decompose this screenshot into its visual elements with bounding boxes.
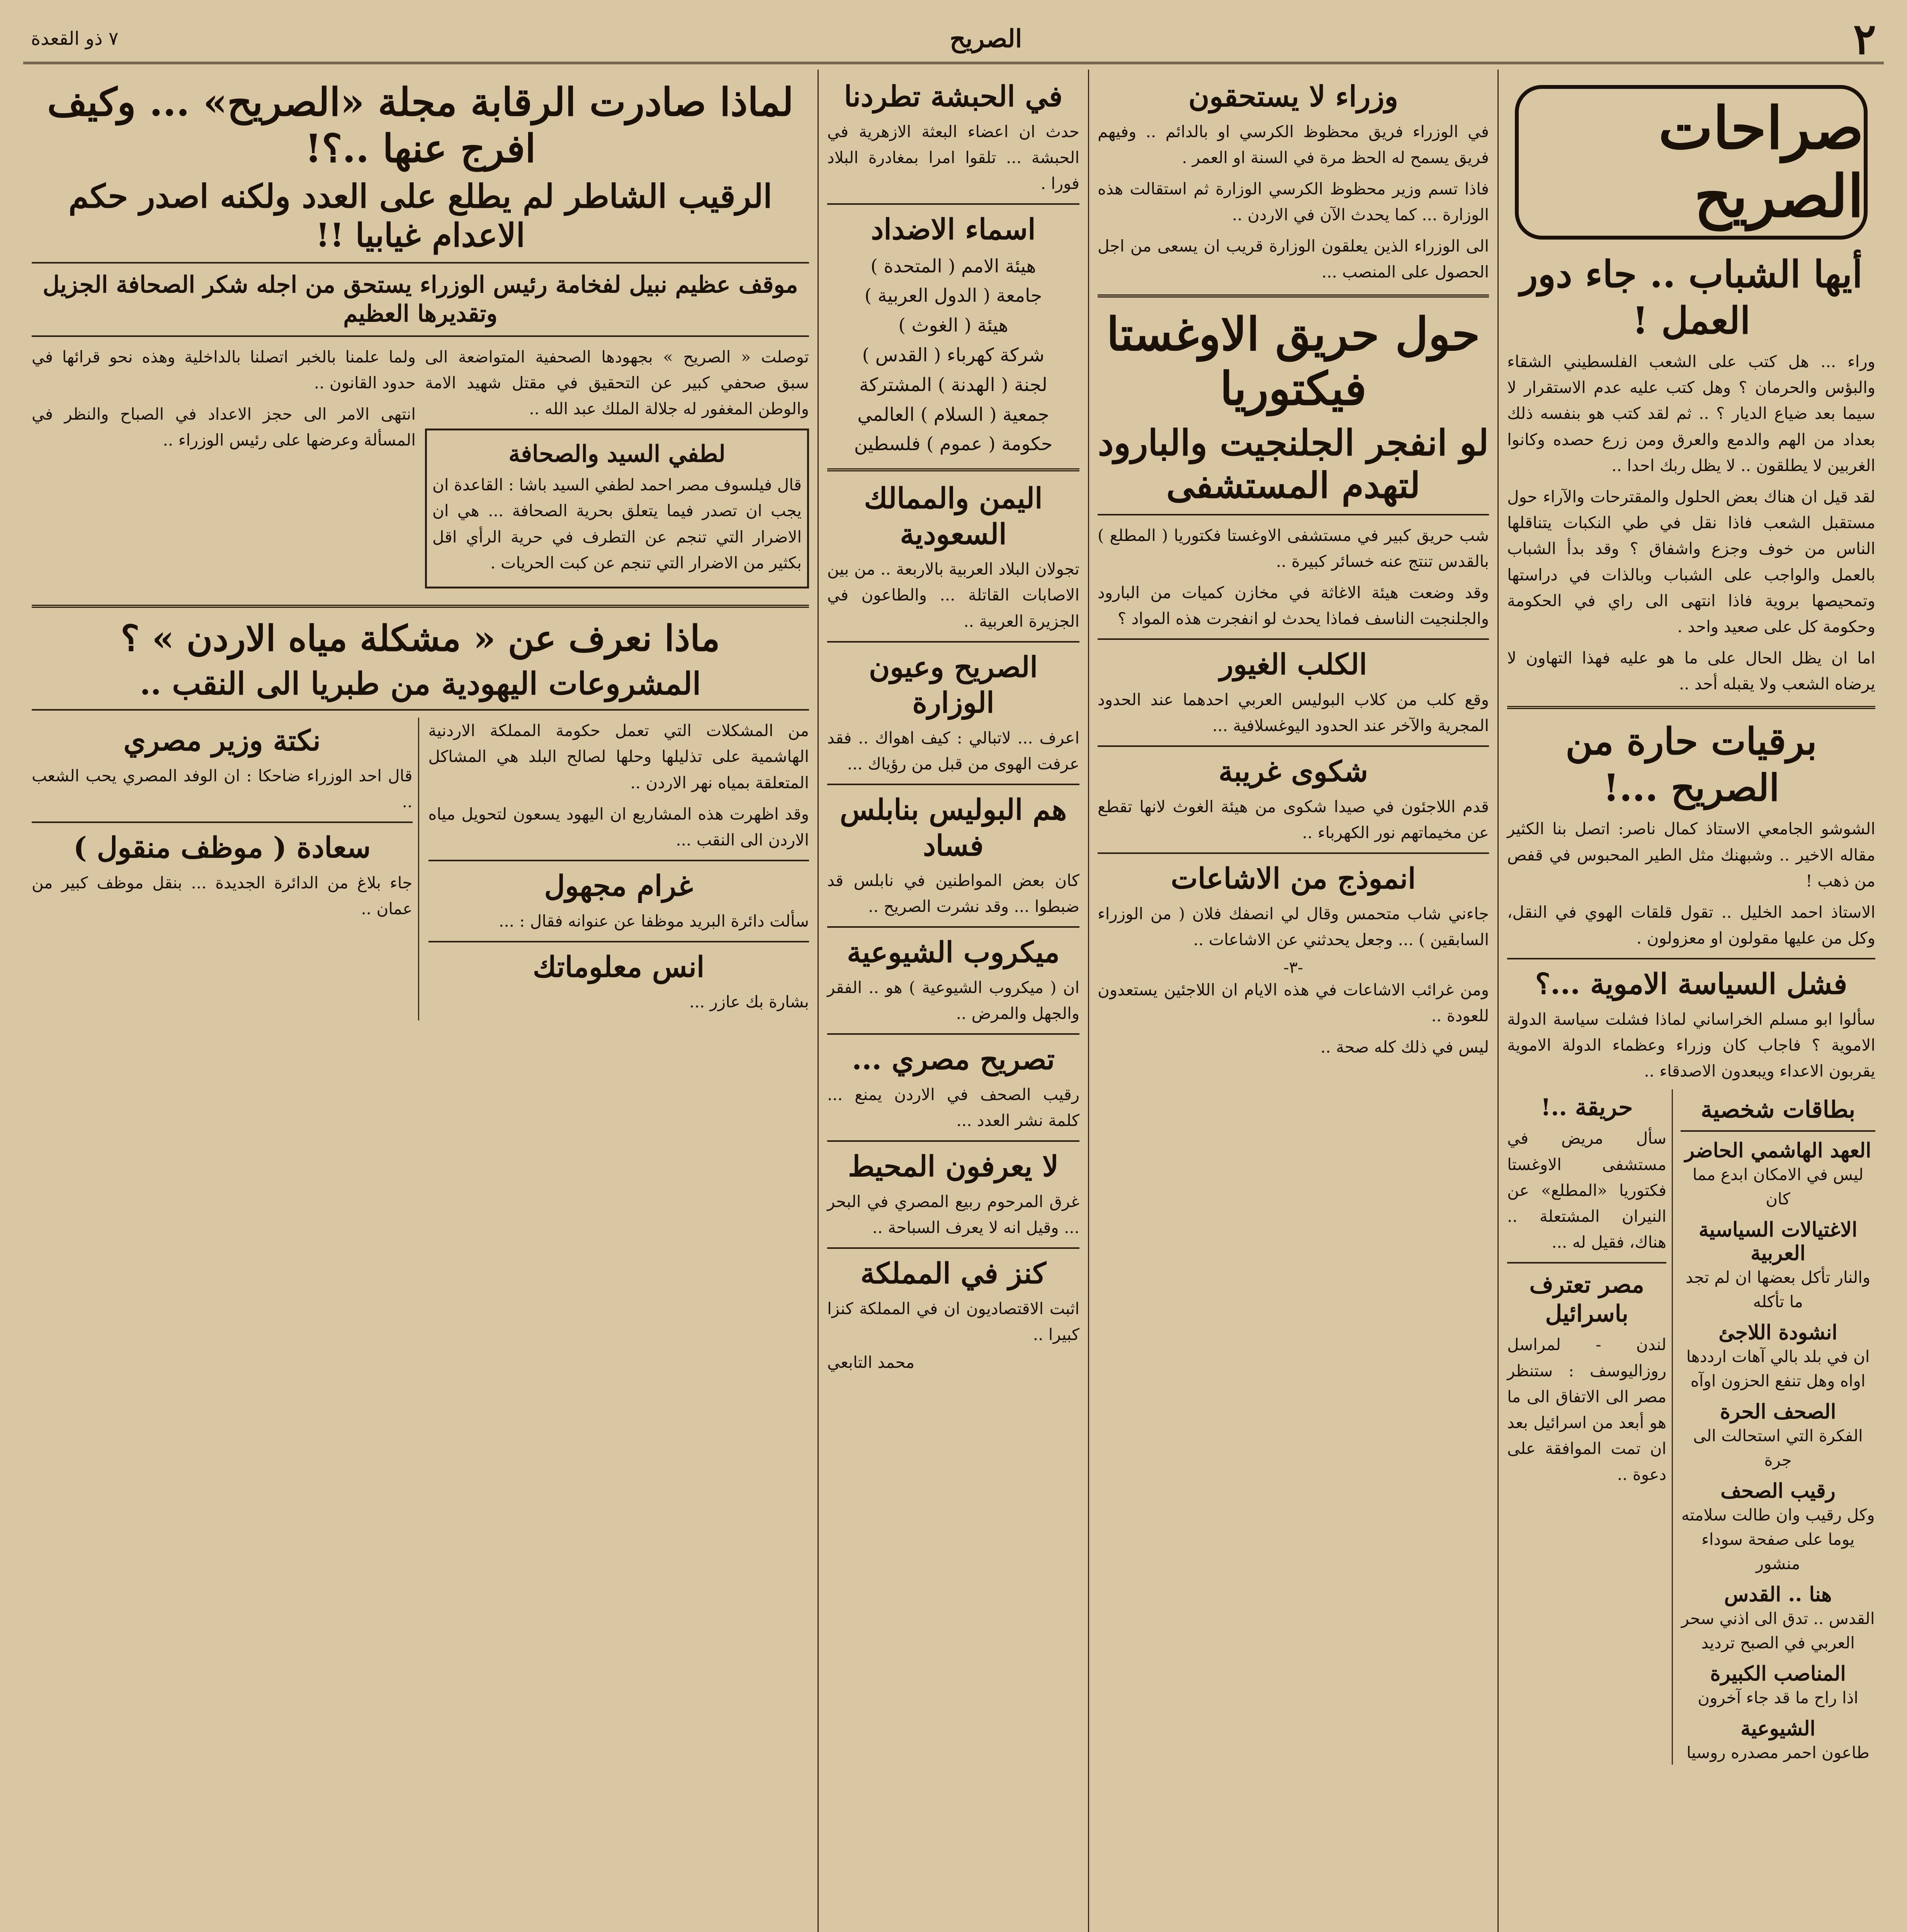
divider xyxy=(1507,706,1875,709)
headline-youth: أيها الشباب .. جاء دور العمل ! xyxy=(1520,252,1863,342)
divider xyxy=(1098,745,1489,747)
paragraph: غرق المرحوم ربيع المصري في البحر ... وقيل انه لا يعرف السباحة .. xyxy=(827,1192,1079,1237)
paragraph: بشارة بك عازر ... xyxy=(689,992,809,1012)
headline-shakwa: شكوى غريبة xyxy=(1219,755,1368,789)
columns xyxy=(23,70,1884,1932)
paragraph: لقد قيل ان هناك بعض الحلول والمقترحات والآراء حول مستقبل الشعب فاذا نقل في طي النكبات يتناقلها الناس من خوف وجزع واشفاق ؟ وقد بدأ الشباب بالعمل والواجب على الشباب وبالذات في دراستها وتمحيصها بروية فاذا انتهى الى راي في الحكومة وحكومة كل على صعيد واحد . xyxy=(1507,487,1875,636)
paragraph: وقع كلب من كلاب البوليس العربي احدهما عند الحدود المجرية والآخر عند الحدود اليوغسلافية ... xyxy=(1098,690,1489,735)
side-section xyxy=(1507,1089,1673,1765)
divider xyxy=(1098,852,1489,854)
box-paragraph: قال فيلسوف مصر احمد لطفي السيد باشا : القاعدة ان يجب ان تصدر فيما يتعلق بحرية الصحافة ... هي ان الاضرار التي تنجم عن التطرف في حرية الرأي اقل بكثير من الاضرار التي تنجم عن كبت الحريات . xyxy=(432,475,802,572)
card-title: انشودة اللاجئ xyxy=(1718,1321,1837,1345)
page-header xyxy=(23,15,1884,64)
paragraph: سألت دائرة البريد موظفا عن عنوانه فقال : ... xyxy=(499,911,809,930)
quote-box xyxy=(425,429,809,588)
headline-gharam: غرام مجهول xyxy=(544,869,693,903)
list-item: جمعية ( السلام ) العالمي xyxy=(857,403,1049,425)
column-4 xyxy=(23,70,818,1932)
card-title: بطاقات شخصية xyxy=(1701,1096,1856,1124)
miyah-col-a xyxy=(428,718,809,1020)
headline-muhit: لا يعرفون المحيط xyxy=(848,1150,1059,1184)
paper-name: الصريح xyxy=(950,24,1022,53)
addad-list xyxy=(827,252,1079,459)
paragraph: سأل مريض في مستشفى الاوغستا فكتوريا «المطلع» عن النيران المشتعلة .. هناك، فقيل له ... xyxy=(1507,1129,1667,1252)
card-title: رقيب الصحف xyxy=(1720,1479,1836,1503)
headline-saada: سعادة ( موظف منقول ) xyxy=(73,831,371,865)
paragraph: وقد وضعت هيئة الاغاثة في مخازن كميات من البارود والجلنجيت الناسف فماذا يحدث لو انفجرت هذه المواد ؟ xyxy=(1098,583,1489,628)
headline-miyah-sub: المشروعات اليهودية من طبريا الى النقب .. xyxy=(139,665,701,702)
headline-mikrob: ميكروب الشيوعية xyxy=(847,936,1060,969)
divider xyxy=(32,605,809,608)
paragraph: حدث ان اعضاء البعثة الازهرية في الحبشة ... تلقوا امرا بمغادرة البلاد فورا . xyxy=(827,122,1079,193)
list-item: حكومة ( عموم ) فلسطين xyxy=(854,433,1053,455)
masthead: صراحات الصريح xyxy=(1515,85,1868,240)
divider xyxy=(827,468,1079,471)
section-marker: -٣- xyxy=(1283,957,1303,977)
paragraph: جاءني شاب متحمس وقال لي انصفك فلان ( من الوزراء السابقين ) ... وجعل يحدثني عن الاشاعات .. xyxy=(1098,904,1489,949)
card-title: المناصب الكبيرة xyxy=(1710,1662,1846,1686)
paragraph: ليس في ذلك كله صحة .. xyxy=(1320,1037,1489,1057)
headline-uns: انس معلوماتك xyxy=(533,950,705,984)
list-item: لجنة ( الهدنة ) المشتركة xyxy=(859,374,1047,396)
miyah-col-b xyxy=(32,718,419,1020)
headline-habasha: في الحبشة تطردنا xyxy=(844,80,1063,113)
card-title: الشيوعية xyxy=(1740,1717,1816,1741)
paragraph: الشوشو الجامعي الاستاذ كمال ناصر: اتصل بنا الكثير مقاله الاخير .. وشبهنك مثل الطير المحبوس في قفص من ذهب ! xyxy=(1507,819,1875,890)
paragraph: في الوزراء فريق محظوظ الكرسي او بالدائم .. وفيهم فريق يسمح له الحظ مرة في السنة او العمر . xyxy=(1098,122,1489,167)
card-title: هنا .. القدس xyxy=(1724,1583,1832,1607)
headline-hariq-sub: لو انفجر الجلنجيت والبارود لتهدم المستشفى xyxy=(1098,422,1489,507)
column-1 xyxy=(1497,70,1884,1932)
headline-kanz: كنز في المملكة xyxy=(860,1257,1046,1291)
headline-hariqa: حريقة ..! xyxy=(1540,1094,1633,1121)
paragraph: كان بعض المواطنين في نابلس قد ضبطوا ... وقد نشرت الصريح .. xyxy=(827,871,1079,916)
card-text: وكل رقيب وان طالت سلامته يوما على صفحة سوداء منشور xyxy=(1681,1505,1875,1573)
paragraph: ومن غرائب الاشاعات في هذه الايام ان اللاجئين يستعدون للعودة .. xyxy=(1098,980,1489,1026)
divider xyxy=(1098,514,1489,515)
paragraph: جاء بلاغ من الدائرة الجديدة ... بنقل موظف كبير من عمان .. xyxy=(32,873,413,918)
divider xyxy=(428,860,809,861)
divider xyxy=(827,1140,1079,1142)
main-story-col-a xyxy=(425,344,809,595)
paragraph: من المشكلات التي تعمل حكومة المملكة الاردنية الهاشمية على تذليلها وحلها لصالح البلد هي المشاكل المتعلقة بمياه نهر الاردن .. xyxy=(428,721,809,792)
divider xyxy=(827,203,1079,205)
divider xyxy=(32,262,809,264)
divider xyxy=(32,709,809,711)
paragraph: لندن - لمراسل روزاليوسف : ستنظر مصر الى الاتفاق الى ما هو أبعد من اسرائيل بعد ان تمت الموافقة على دعوة .. xyxy=(1507,1335,1667,1484)
paragraph: الى الوزراء الذين يعلقون الوزارة قريب ان يسعى من اجل الحصول على المنصب ... xyxy=(1098,236,1489,282)
column-3 xyxy=(818,70,1088,1932)
list-item: هيئة الامم ( المتحدة ) xyxy=(870,255,1036,277)
paragraph: ان ( ميكروب الشيوعية ) هو .. الفقر والجهل والمرض .. xyxy=(827,978,1079,1023)
list-item: شركة كهرباء ( القدس ) xyxy=(862,344,1045,366)
paragraph: قدم اللاجئون في صيدا شكوى من هيئة الغوث لانها تقطع عن مخيماتهم نور الكهرباء .. xyxy=(1098,797,1489,842)
headline-barqiyat: برقيات حارة من الصريح ...! xyxy=(1565,719,1817,810)
main-story-body xyxy=(32,344,809,595)
paragraph: الاستاذ احمد الخليل .. تقول قلقات الهوي في النقل، وكل من عليها مقولون او معزولون . xyxy=(1507,903,1875,948)
card-text: طاعون احمر مصدره روسيا xyxy=(1686,1743,1870,1762)
issue-date: ٧ ذو القعدة xyxy=(31,28,119,49)
divider xyxy=(827,641,1079,643)
headline-hariq: حول حريق الاوغستا فيكتوريا xyxy=(1106,307,1480,416)
divider xyxy=(827,1033,1079,1035)
card-title: الصحف الحرة xyxy=(1720,1400,1836,1424)
paragraph: شب حريق كبير في مستشفى الاوغستا فكتوريا ( المطلع ) بالقدس تنتج عنه خسائر كبيرة .. xyxy=(1098,526,1489,571)
divider xyxy=(827,1247,1079,1249)
card-text: القدس .. تدق الى اذني سحر العربي في الصبح ترديد xyxy=(1681,1609,1875,1653)
paragraph: فاذا تسم وزير محظوظ الكرسي الوزارة ثم استقالت هذه الوزارة ... كما يحدث الآن في الاردن .. xyxy=(1098,179,1489,224)
paragraph: انتهى الامر الى حجز الاعداد في الصباح والنظر في المسألة وعرضها على رئيس الوزراء .. xyxy=(32,404,416,450)
paragraph: اعرف ... لاتبالي : كيف اهواك .. فقد عرفت الهوى من قبل من رؤياك ... xyxy=(827,728,1079,773)
card-text: والنار تأكل بعضها ان لم تجد ما تأكله xyxy=(1686,1268,1871,1311)
signature: محمد التابعي xyxy=(827,1352,915,1372)
miyah-body xyxy=(32,718,809,1020)
page-number: ٢ xyxy=(1853,14,1876,64)
column-2 xyxy=(1088,70,1497,1932)
paragraph: اثبت الاقتصاديون ان في المملكة كنزا كبيرا .. xyxy=(827,1299,1079,1344)
divider xyxy=(1098,638,1489,640)
list-item: هيئة ( الغوث ) xyxy=(898,315,1008,337)
paragraph: تجولان البلاد العربية بالاربعة .. من بين الاصابات القاتلة ... والطاعون في الجزيرة العربية .. xyxy=(827,560,1079,631)
paragraph: اما ان يظل الحال على ما هو عليه فهذا التهاون لا يرضاه الشعب ولا يقبله أحد .. xyxy=(1507,648,1875,694)
paragraph: توصلت « الصريح » بجهودها الصحفية المتواضعة الى سبق صحفي كبير عن التحقيق في مقتل شهيد الامة والوطن المغفور له جلالة الملك عبد الله .. xyxy=(425,347,809,418)
divider xyxy=(428,941,809,942)
headline-namudhaj: انموذج من الاشاعات xyxy=(1171,862,1416,896)
card-text: اذا راح ما قد جاء آخرون xyxy=(1698,1688,1858,1708)
box-title: لطفي السيد والصحافة xyxy=(508,440,726,468)
paragraph: رقيب الصحف في الاردن يمنع ... كلمة نشر العدد ... xyxy=(827,1085,1079,1130)
cards-section xyxy=(1681,1089,1875,1765)
headline-musr: مصر تعترف باسرائيل xyxy=(1529,1271,1644,1328)
card-title: العهد الهاشمي الحاضر xyxy=(1684,1139,1871,1163)
headline-bulis: هم البوليس بنابلس فساد xyxy=(840,793,1067,862)
paragraph: وقد اظهرت هذه المشاريع ان اليهود يسعون لتحويل مياه الاردن الى النقب ... xyxy=(428,804,809,850)
divider xyxy=(827,784,1079,785)
divider xyxy=(1681,1130,1875,1132)
card-text: ليس في الامكان ابدع مما كان xyxy=(1692,1165,1864,1209)
card-text: ان في بلد بالي آهات ارددها اواه وهل تنفع الحزون اوآه xyxy=(1686,1347,1870,1391)
headline-yaman: اليمن والممالك السعودية xyxy=(864,482,1043,551)
list-item: جامعة ( الدول العربية ) xyxy=(864,285,1042,307)
paragraph: ولما علمنا بالخبر اتصلنا بالداخلية وهذه نحو قرائها في حدود القانون .. xyxy=(32,347,416,392)
headline-main: لماذا صادرت الرقابة مجلة «الصريح» ... وكيف افرج عنها ..؟! xyxy=(47,79,794,171)
headline-tasrih: تصريح مصري ... xyxy=(852,1043,1055,1077)
headline-mawqif: موقف عظيم نبيل لفخامة رئيس الوزراء يستحق من اجله شكر الصحافة الجزيل وتقديرها العظيم xyxy=(42,271,798,327)
headline-addad: اسماء الاضداد xyxy=(871,213,1036,247)
paragraph: قال احد الوزراء ضاحكا : ان الوفد المصري يحب الشعب .. xyxy=(32,766,413,811)
lower-split xyxy=(1507,1089,1875,1765)
headline-wuzara: وزراء لا يستحقون xyxy=(1188,80,1398,113)
headline-kalb: الكلب الغيور xyxy=(1219,648,1367,682)
divider xyxy=(32,335,809,337)
divider xyxy=(1098,294,1489,298)
divider xyxy=(1507,1262,1666,1264)
headline-miyah: ماذا نعرف عن « مشكلة مياه الاردن » ؟ xyxy=(121,617,720,659)
divider xyxy=(32,821,413,823)
paragraph: وراء ... هل كتب على الشعب الفلسطيني الشقاء والبؤس والحرمان ؟ وهل كتب عليه عدم الاستقرار لا سيما بعد ضياع الديار ؟ .. ثم لقد كتب هو بنفسه ذلك بعداد من الهم والدمع والعرق ومن زرع حصده وكانوا الغربين لا يطلقون .. لا يظل ربك احدا .. xyxy=(1507,352,1875,475)
divider xyxy=(827,926,1079,928)
paragraph: سألوا ابو مسلم الخراساني لماذا فشلت سياسة الدولة الاموية ؟ فاجاب كان وزراء وعظماء الدولة الاموية يقربون الاعداء ويبعدون الاصدقاء .. xyxy=(1507,1009,1875,1081)
headline-sarih-wazara: الصريح وعيون الوزارة xyxy=(869,650,1038,720)
card-text: الفكرة التي استحالت الى جرة xyxy=(1693,1426,1863,1470)
divider xyxy=(1507,958,1875,959)
headline-main-sub: الرقيب الشاطر لم يطلع على العدد ولكنه اصدر حكم الاعدام غيابيا !! xyxy=(68,177,772,254)
headline-umawiya: فشل السياسة الاموية ...؟ xyxy=(1535,968,1848,1001)
headline-wazir: نكتة وزير مصري xyxy=(123,724,321,758)
card-title: الاغتيالات السياسية العربية xyxy=(1698,1218,1858,1265)
main-story-col-b xyxy=(32,344,416,595)
